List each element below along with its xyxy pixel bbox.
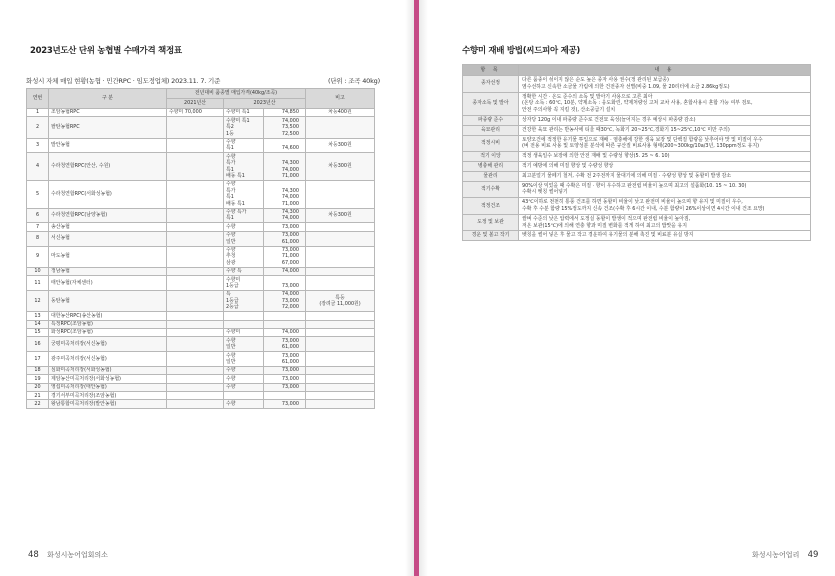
cell-grade: 수향 [224, 400, 264, 408]
cell-grade: 수향 [224, 223, 264, 231]
cell-grade: 수향 일반 [224, 231, 264, 246]
table-row [463, 152, 811, 162]
cell-no: 21 [27, 392, 49, 400]
cell-note [306, 276, 375, 291]
cell-name: 마도농협 [49, 246, 167, 267]
cell-no: 9 [27, 246, 49, 267]
cell-v2021 [167, 366, 224, 374]
table-row [27, 276, 375, 291]
table-row [27, 117, 375, 138]
cell-v2023: 73,000 [264, 366, 306, 374]
table-row [27, 375, 375, 383]
table-row [27, 337, 375, 352]
cell-v2021 [167, 208, 224, 223]
cell-content: 43℃이하로 천천히 통풍 건조를 하면 동할미 비율이 낮고 완전미 비율이 높으며 향 유지 및 미질이 우수, 수확 후 수분 함량 15%정도까지 신속 건조(수확 후 6시간 이내, 수분 함량이 26%이상이면 4시간 이내 건조 요망) [519, 198, 811, 215]
cell-grade: 수향 특1 [224, 138, 264, 153]
purchase-price-table [26, 88, 375, 409]
cell-no: 22 [27, 400, 49, 408]
cell-grade: 수향미 1등급 [224, 276, 264, 291]
left-folio-text: 화성시농어업회의소 [47, 551, 108, 559]
cell-grade: 수향 특가 특1 배동 특1 [224, 153, 264, 181]
table-row [27, 400, 375, 408]
cell-v2023: 73,000 61,000 [264, 352, 306, 367]
cell-grade: 특 1등급 2등급 [224, 290, 264, 311]
cell-grade: 수향 [224, 383, 264, 391]
cell-name: 동탄농협 [49, 290, 167, 311]
table-row [27, 180, 375, 208]
cell-content: 90%이상 익었을 때 수확은 미질 · 향이 우수하고 완전립 비율이 높으며 최고의 설품화(10. 15 ~ 10. 30) 수확시 벳칭 썰어넣기 [519, 181, 811, 198]
cell-item: 종자선정 [463, 76, 519, 93]
cell-grade: 수향 일반 [224, 337, 264, 352]
cell-name: 태안농협(자체센터) [49, 276, 167, 291]
left-table-unit: (단위 : 조곡 40kg) [328, 77, 380, 85]
table-row [463, 115, 811, 125]
cell-no: 14 [27, 320, 49, 328]
table-row [27, 392, 375, 400]
cell-v2023: 74,300 74,000 [264, 208, 306, 223]
cell-no: 16 [27, 337, 49, 352]
cell-grade [224, 392, 264, 400]
table-row [27, 109, 375, 117]
cell-item: 적정건조 [463, 198, 519, 215]
cell-content: 벳칭을 썰어 넣은 후 물고 작고 경운하여 유기물의 분해 촉진 및 비료분 유실 방지 [519, 231, 811, 241]
cell-v2023: 73,000 [264, 383, 306, 391]
cell-note [306, 400, 375, 408]
cell-name: 심화미곡처리장(서화성농협) [49, 366, 167, 374]
cell-name: 수라청연합RPC(서화성농협) [49, 180, 167, 208]
cell-v2021: 수향미 70,000 [167, 109, 224, 117]
cell-item: 병충해 관리 [463, 161, 519, 171]
cell-item: 육묘관리 [463, 125, 519, 135]
cell-content: 정확한 시간 · 온도 준수의 소독 및 발아기 사용으로 고른 최아 (온탕 소독 : 60℃, 10분, 약제소독 : 응도화린, 약제처량성 고쳐 교차 사용, 혼합사용시 혼합 가능 여부 검토, 안전 주의사항 꼭 지킬 것), 산소공급기 설치 [519, 92, 811, 115]
cell-name: 발안농협 [49, 138, 167, 153]
cell-v2023: 73,000 61,000 [264, 231, 306, 246]
cell-name: 화성RPC(조암농협) [49, 328, 167, 336]
cell-grade: 수향 추청 삼광 [224, 246, 264, 267]
table-row [463, 231, 811, 241]
cell-note [306, 117, 375, 138]
table-row [27, 138, 375, 153]
cell-v2023: 74,000 73,000 72,000 [264, 290, 306, 311]
left-table-body [27, 109, 375, 409]
cell-name: 대한농산RPC(송산농협) [49, 312, 167, 320]
header-price-group: 전년대비 품종별 매입가격(40kg/조곡) [167, 89, 306, 99]
cell-name: 조암농협RPC [49, 109, 167, 117]
cell-grade: 수향미 특1 특2 1등 [224, 117, 264, 138]
left-page-number: 48 [28, 550, 39, 560]
cell-note [306, 337, 375, 352]
cell-grade: 수향미 특1 [224, 109, 264, 117]
table-row [27, 352, 375, 367]
cell-v2021 [167, 267, 224, 275]
cell-grade: 수향 특가 특1 [224, 208, 264, 223]
cell-grade [224, 312, 264, 320]
cell-no: 7 [27, 223, 49, 231]
cell-item: 적정시비 [463, 135, 519, 152]
cell-v2021 [167, 400, 224, 408]
cell-name: 영섭미곡처리장(태안농협) [49, 383, 167, 391]
cell-note: 특등 (장려금 11,000원) [306, 290, 375, 311]
cell-v2021 [167, 392, 224, 400]
cell-v2023: 73,000 [264, 276, 306, 291]
cell-note [306, 180, 375, 208]
cell-name: 경기서부미곡처리장(조암농협) [49, 392, 167, 400]
cell-v2023: 73,000 [264, 375, 306, 383]
cell-no: 10 [27, 267, 49, 275]
gutter-shadow-left [405, 0, 414, 576]
cell-grade: 수향 일반 [224, 352, 264, 367]
cell-name: 팔탄농협RPC [49, 117, 167, 138]
cell-name: 궁평미곡처리장(서신농협) [49, 337, 167, 352]
cell-v2021 [167, 246, 224, 267]
gutter-shadow-right [419, 0, 428, 576]
cell-v2023 [264, 312, 306, 320]
cell-v2023: 74,000 73,500 72,500 [264, 117, 306, 138]
cell-note [306, 375, 375, 383]
header-2021: 2021년산 [167, 99, 224, 109]
cell-name: 서신농협 [49, 231, 167, 246]
cell-grade [224, 320, 264, 328]
cell-no: 5 [27, 180, 49, 208]
cell-no: 4 [27, 153, 49, 181]
cell-item: 물관리 [463, 171, 519, 181]
cell-no: 19 [27, 375, 49, 383]
cell-no: 12 [27, 290, 49, 311]
cell-v2023: 74,850 [264, 109, 306, 117]
cell-no: 1 [27, 109, 49, 117]
header-item: 항 목 [463, 65, 519, 76]
cell-note: 차등300원 [306, 138, 375, 153]
cell-content: 적기 예방에 의해 미질 향상 및 수량성 향상 [519, 161, 811, 171]
cell-no: 18 [27, 366, 49, 374]
table-row [463, 198, 811, 215]
cell-v2021 [167, 276, 224, 291]
cell-v2021 [167, 320, 224, 328]
header-name: 구 분 [49, 89, 167, 109]
cell-v2023: 74,300 74,000 71,000 [264, 153, 306, 181]
cell-grade: 수향미 [224, 328, 264, 336]
cell-v2023: 73,000 71,000 67,000 [264, 246, 306, 267]
cell-grade: 수향 [224, 375, 264, 383]
cell-v2021 [167, 290, 224, 311]
left-table-subtitle: 화성시 자체 매입 현황(농협 · 민간RPC · 임도정업체) 2023.11. 7. 기준 [26, 77, 221, 85]
cell-item: 종자소독 및 발아 [463, 92, 519, 115]
right-page-title: 수향미 재배 방법(씨드피아 제공) [462, 46, 580, 56]
left-folio [28, 550, 108, 560]
cell-v2023: 74,000 [264, 267, 306, 275]
cell-item: 적기수확 [463, 181, 519, 198]
cell-v2021 [167, 138, 224, 153]
cell-v2023: 74,000 [264, 328, 306, 336]
cell-name: 특정RPC(조암농협) [49, 320, 167, 328]
cell-v2021 [167, 337, 224, 352]
table-row [27, 231, 375, 246]
cell-v2021 [167, 328, 224, 336]
cell-name: 제암농산미곡처리장(서화성농협) [49, 375, 167, 383]
table-row [27, 223, 375, 231]
cell-note [306, 267, 375, 275]
table-row [463, 181, 811, 198]
cell-note [306, 352, 375, 367]
cell-name: 수라청연합RPC(안산, 수원) [49, 153, 167, 181]
cell-note [306, 320, 375, 328]
table-row [27, 208, 375, 223]
cell-grade: 수향 특가 특1 배동 특1 [224, 180, 264, 208]
table-row [463, 161, 811, 171]
header-2023: 2023년산 [224, 99, 306, 109]
cell-no: 13 [27, 312, 49, 320]
cell-no: 6 [27, 208, 49, 223]
cell-name: 정남농협 [49, 267, 167, 275]
cell-v2021 [167, 180, 224, 208]
table-row [27, 153, 375, 181]
cell-item: 파종량 준수 [463, 115, 519, 125]
table-row [463, 135, 811, 152]
left-page-title: 2023년도산 단위 농협별 수매가격 책정표 [30, 46, 182, 56]
cell-content: 토양오건에 적정한 유기물 투입으로 재배 · 염충해에 강한 생육 보장 및 단백질 함량을 낮추어야 맛 및 미질이 우수 (벼 전용 비료 사용 및 토양성분 분석에 따른 규산질 비료사용 형태(200~300kg/10a/3년, 130ppm정도 유지) [519, 135, 811, 152]
cell-v2023: 74,300 74,000 71,000 [264, 180, 306, 208]
cell-name: 수라청연합RPC(남양농협) [49, 208, 167, 223]
cell-v2021 [167, 383, 224, 391]
cell-item: 경운 및 볼고 작기 [463, 231, 519, 241]
cell-v2021 [167, 153, 224, 181]
cell-content: 적정 생육일수 보장에 의한 안전 재배 및 수량성 향상(5. 25 ~ 6. 10) [519, 152, 811, 162]
header-no: 연번 [27, 89, 49, 109]
cell-v2023: 73,000 [264, 400, 306, 408]
cell-grade: 수향 [224, 366, 264, 374]
table-row [463, 214, 811, 231]
table-row [27, 366, 375, 374]
cell-item: 도정 및 보관 [463, 214, 519, 231]
cell-note [306, 246, 375, 267]
cell-v2021 [167, 312, 224, 320]
right-folio [752, 550, 818, 560]
cell-note [306, 392, 375, 400]
cell-note [306, 231, 375, 246]
table-row [463, 125, 811, 135]
cell-note: 차등300원 [306, 153, 375, 181]
cell-content: 다른 품종이 섞이지 않은 순도 높은 종자 사용 권수(정 관리된 보급종) 염수선하고 신속한 소금물 가림에 의한 건전종자 선별(비중 1.09, 물 20리터에 소금 2.86kg정도) [519, 76, 811, 93]
right-table-body [463, 76, 811, 241]
right-page-number: 49 [807, 550, 819, 560]
cell-no: 20 [27, 383, 49, 391]
cell-item: 적기 이앙 [463, 152, 519, 162]
cell-grade: 수향 특 [224, 267, 264, 275]
cell-name: 송산농협 [49, 223, 167, 231]
cell-v2023 [264, 320, 306, 328]
cell-name: 왕남통합미곡처리장(발안농협) [49, 400, 167, 408]
cell-v2021 [167, 117, 224, 138]
cell-note [306, 312, 375, 320]
cell-content: 건강한 육묘 관리는 반농사에 티울 때30℃, 녹화기 20~25℃,경화기 15~25℃,10℃ 미만 주의) [519, 125, 811, 135]
table-row [27, 267, 375, 275]
table-row [27, 320, 375, 328]
header-content: 내 용 [519, 65, 811, 76]
cell-v2021 [167, 231, 224, 246]
cell-v2023: 74,600 [264, 138, 306, 153]
cell-content: 쌀벼 수준의 낮은 압력에서 도정실 동할이 발생이 적으며 완전립 비율이 높아짐, 저온 보관(15℃)에 의해 연충 향과 미질 변화를 적게 하여 최고의 밥맛을 유지 [519, 214, 811, 231]
table-row [463, 171, 811, 181]
cultivation-method-table [462, 64, 811, 241]
cell-v2023: 73,000 61,000 [264, 337, 306, 352]
cell-v2021 [167, 352, 224, 367]
table-row [27, 312, 375, 320]
table-row [463, 76, 811, 93]
cell-content: 상자당 120g 이내 파종량 준수로 건전묘 육성(늘어지는 경우 예상시 파종량 감소) [519, 115, 811, 125]
cell-no: 15 [27, 328, 49, 336]
cell-no: 2 [27, 117, 49, 138]
cell-no: 3 [27, 138, 49, 153]
cell-v2021 [167, 375, 224, 383]
cell-no: 17 [27, 352, 49, 367]
cell-note [306, 328, 375, 336]
cell-note: 차등400원 [306, 109, 375, 117]
cell-note [306, 223, 375, 231]
header-note: 비고 [306, 89, 375, 109]
cell-v2023 [264, 392, 306, 400]
table-row [27, 328, 375, 336]
cell-no: 8 [27, 231, 49, 246]
cell-content: 최고분얼기 물떼기 철저, 수확 전 2주전까지 물대기에 의해 미질 · 수량성 향상 및 동할미 발생 감소 [519, 171, 811, 181]
cell-note: 차등300원 [306, 208, 375, 223]
cell-note [306, 366, 375, 374]
table-row [27, 383, 375, 391]
cell-no: 11 [27, 276, 49, 291]
cell-note [306, 383, 375, 391]
cell-v2021 [167, 223, 224, 231]
table-row [463, 92, 811, 115]
table-row [27, 246, 375, 267]
table-row [27, 290, 375, 311]
cell-name: 광주미곡처리장(서신농협) [49, 352, 167, 367]
cell-v2023: 73,000 [264, 223, 306, 231]
right-folio-text: 화성시농어업리 [752, 551, 800, 559]
